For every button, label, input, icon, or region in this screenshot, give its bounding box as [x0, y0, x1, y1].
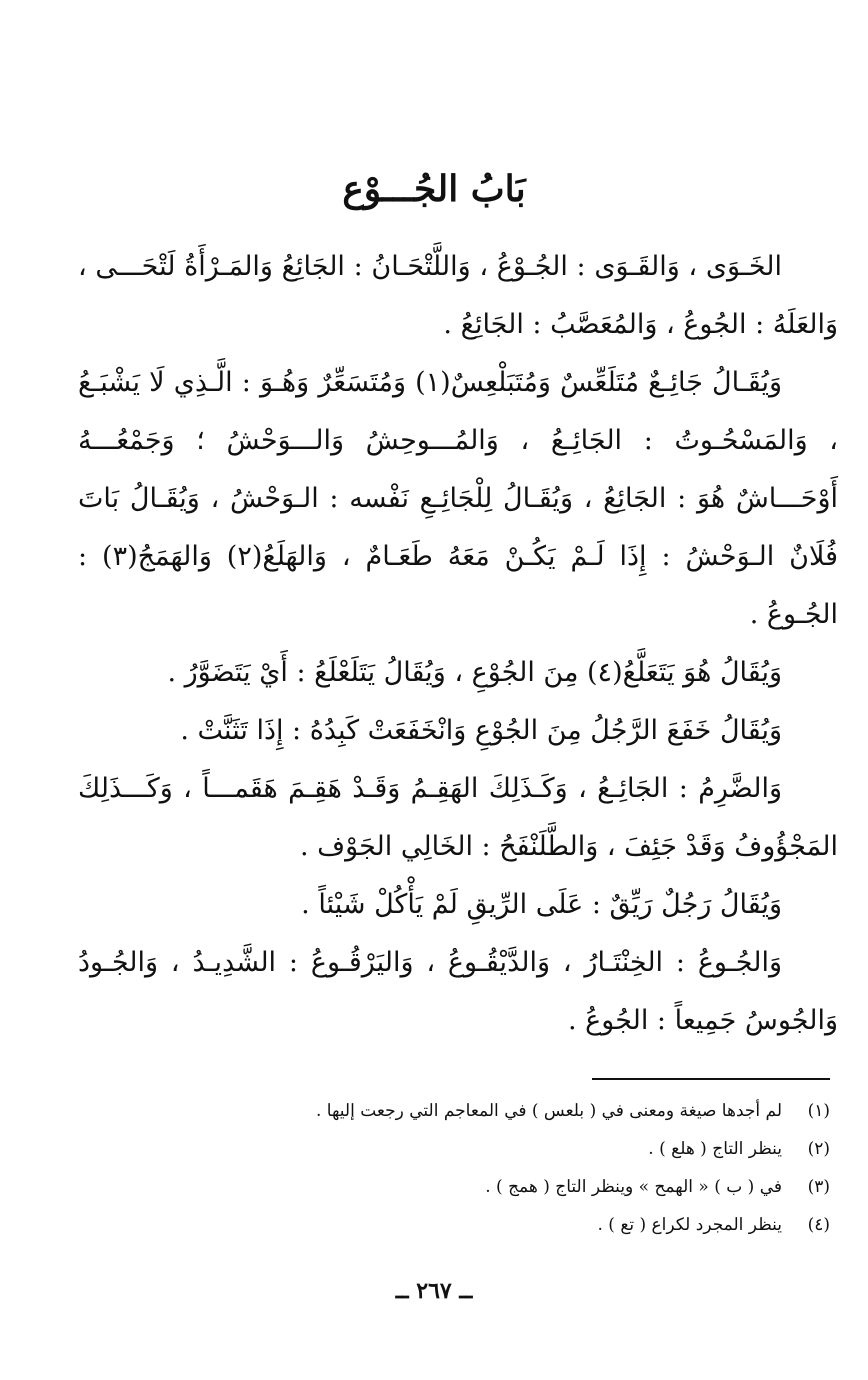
chapter-title: بَابُ الجُـــوْع — [342, 168, 526, 210]
paragraph: وَيُقَـالُ جَائِـعٌ مُتَلَعِّسٌ وَمُتَبَلْعِسٌ(١) وَمُتَسَعِّرٌ وَهُـوَ : الَّـذِي لَا يَشْبَـعُ ، وَالمَسْحُـوتُ : الجَائِـعُ ، وَالمُـــوحِشُ وَالـــوَحْشُ ؛ وَجَمْعُـــهُ أَوْحَـــاشٌ هُوَ : الجَائِعُ ، وَيُقَـالُ لِلْجَائِـعِ نَفْسه : الـوَحْشُ ، وَيُقَـالُ بَاتَ فُلَانٌ الـوَحْشُ : إِذَا لَـمْ يَكُـنْ مَعَهُ طَعَـامٌ ، وَالهَلَعُ(٢) وَالهَمَجُ(٣) : الجُـوعُ . — [78, 367, 838, 630]
paragraph: الخَـوَى ، وَالقَـوَى : الجُـوْعُ ، وَاللَّتْحَـانُ : الجَائِعُ وَالمَـرْأَةُ لَتْحَـــى ، وَالعَلَهُ : الجُوعُ ، وَالمُعَصَّبُ : الجَائِعُ . — [78, 251, 838, 340]
footnotes — [90, 1092, 830, 1244]
paragraph: وَيُقَالُ رَجُلٌ رَيِّقٌ : عَلَى الرِّيقِ لَمْ يَأْكُلْ شَيْئاً . — [301, 889, 782, 920]
footnote-number: (٣) — [807, 1177, 830, 1197]
footnote — [90, 1130, 830, 1168]
paragraph: وَيُقَالُ خَفَعَ الرَّجُلُ مِنَ الجُوْعِ وَانْخَفَعَتْ كَبِدُهُ : إِذَا تَثَنَّتْ . — [180, 715, 782, 746]
footnote-number: (١) — [807, 1101, 830, 1121]
paragraph: وَيُقَالُ هُوَ يَتَعَلَّعُ(٤) مِنَ الجُوْعِ ، وَيُقَالُ يَتَلَعْلَعُ : أَيْ يَتَضَوَّرُ . — [167, 657, 782, 688]
footnote-number: (٤) — [807, 1215, 830, 1235]
footnote — [90, 1206, 830, 1244]
page-number: ــ ٢٦٧ ــ — [395, 1278, 473, 1304]
paragraph: وَالضَّرِمُ : الجَائِـعُ ، وَكَـذَلِكَ الهَقِـمُ وَقَـدْ هَقِـمَ هَقَمـــاً ، وَكَـــذَلِكَ المَجْؤُوفُ وَقَدْ جَئِفَ ، وَالطَّلَنْفَحُ : الخَالِي الجَوْف . — [78, 773, 838, 862]
footnote-separator — [592, 1078, 830, 1080]
footnote-text: في ( ب ) « الهمح » وينظر التاج ( همج ) . — [485, 1177, 782, 1197]
footnote-number: (٢) — [807, 1139, 830, 1159]
footnote-text: ينظر التاج ( هلع ) . — [648, 1139, 782, 1159]
footnote — [90, 1092, 830, 1130]
footnote-text: ينظر المجرد لكراع ( تع ) . — [597, 1215, 782, 1235]
footnote — [90, 1168, 830, 1206]
footnote-text: لم أجدها صيغة ومعنى في ( بلعس ) في المعاجم التي رجعت إليها . — [315, 1101, 782, 1121]
chapter-body — [78, 238, 838, 1050]
paragraph: وَالجُـوعُ : الخِنْتَـارُ ، وَالدَّيْقُـوعُ ، وَاليَرْقُـوعُ : الشَّدِيـدُ ، وَالجُـودُ وَالجُوسُ جَمِيعاً : الجُوعُ . — [78, 947, 838, 1036]
